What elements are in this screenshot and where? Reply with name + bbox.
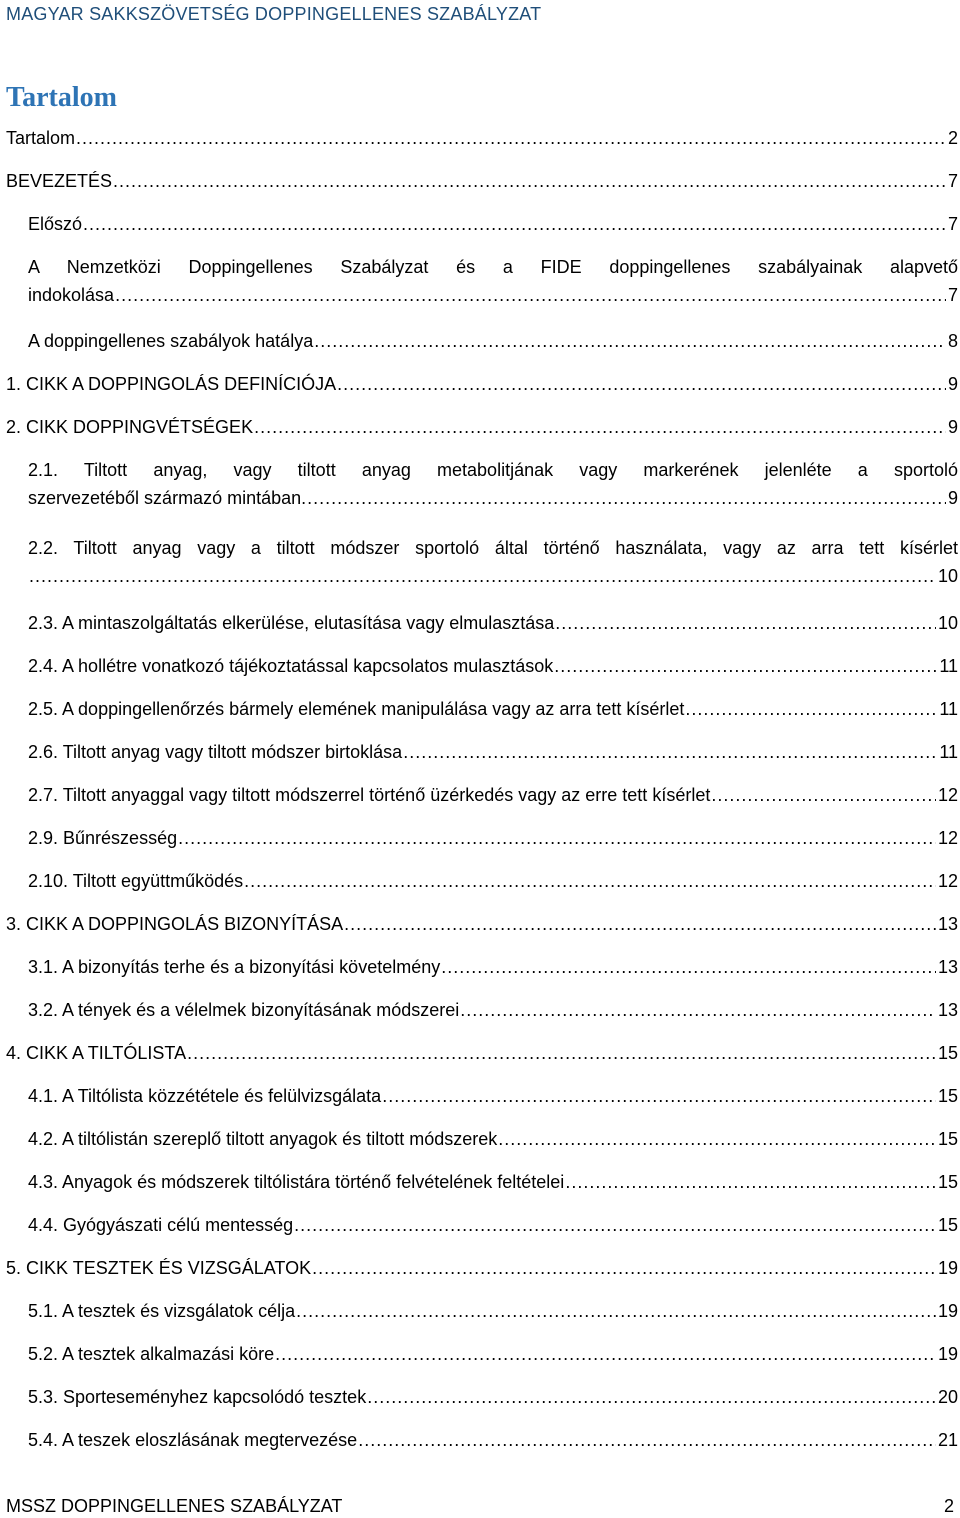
toc-entry-text: 5.4. A teszek eloszlásának megtervezése [28,1430,358,1450]
toc-entry-text-line1: 2.1. Tiltott anyag, vagy tiltott anyag metabolitjának vagy markerének jelenléte a sportoló [28,460,958,480]
toc-entry-text: 4.2. A tiltólistán szereplő tiltott anyagok és tiltott módszerek [28,1129,498,1149]
toc-entry[interactable] [28,695,958,723]
toc-entry-page: 19 [937,1301,958,1321]
toc-entry[interactable] [6,1254,958,1282]
toc-entry[interactable] [28,996,958,1024]
toc-entry-text: 2.10. Tiltott együttműködés [28,871,244,891]
toc-entry-page: 11 [939,742,958,762]
toc-entry[interactable] [28,1211,958,1239]
toc-entry[interactable] [28,1168,958,1196]
toc-entry-page: 10 [937,566,958,586]
toc-entry-text: Tartalom [6,128,76,148]
toc-heading: Tartalom [6,82,117,113]
toc-entry-page: 19 [937,1344,958,1364]
toc-entry[interactable] [28,781,958,809]
toc-entry-page: 12 [937,871,958,891]
toc-entry-page: 2 [947,128,958,148]
toc-entry[interactable] [28,652,958,680]
toc-entry-text: 4.4. Gyógyászati célú mentesség [28,1215,294,1235]
toc-entry[interactable] [28,253,958,309]
toc-entry-page: 12 [937,785,958,805]
toc-entry-page: 7 [947,171,958,191]
toc-entry-text: 2. CIKK DOPPINGVÉTSÉGEK [6,417,254,437]
toc-entry-text: 4. CIKK A TILTÓLISTA [6,1043,187,1063]
toc-entry-text: 3.2. A tények és a vélelmek bizonyításának módszerei [28,1000,460,1020]
toc-entry-text: szervezetéből származó mintában. [28,488,307,508]
toc-entry-text: 5.2. A tesztek alkalmazási köre [28,1344,275,1364]
toc-entry-text: 4.3. Anyagok és módszerek tiltólistára történő felvételének feltételei [28,1172,565,1192]
toc-entry-page: 9 [947,488,958,508]
toc-entry-page: 13 [937,1000,958,1020]
toc-entry[interactable] [28,738,958,766]
toc-entry[interactable] [6,124,958,152]
toc-entry-page: 9 [947,417,958,437]
toc-entry[interactable] [28,1125,958,1153]
toc-entry[interactable] [6,370,958,398]
toc-entry[interactable] [28,210,958,238]
toc-entry[interactable] [28,534,958,590]
toc-entry-page: 7 [947,214,958,234]
toc-entry[interactable] [28,953,958,981]
toc-entry-text: 2.3. A mintaszolgáltatás elkerülése, elutasítása vagy elmulasztása [28,613,555,633]
toc-entry-text: BEVEZETÉS [6,171,113,191]
toc-entry-page: 15 [937,1215,958,1235]
toc-entry-text: 3.1. A bizonyítás terhe és a bizonyítási követelmény [28,957,441,977]
toc-entry[interactable] [28,456,958,512]
toc-entry-text: 5.3. Sporteseményhez kapcsolódó tesztek [28,1387,367,1407]
toc-entry-page: 19 [937,1258,958,1278]
toc-entry-text: 4.1. A Tiltólista közzététele és felülvizsgálata [28,1086,382,1106]
toc-entry-text: 3. CIKK A DOPPINGOLÁS BIZONYÍTÁSA [6,914,344,934]
toc-entry[interactable] [28,1426,958,1454]
toc-entry[interactable] [28,327,958,355]
toc-entry-page: 10 [937,613,958,633]
toc-entry-page: 15 [937,1172,958,1192]
toc-entry[interactable] [6,413,958,441]
toc-entry[interactable] [28,1297,958,1325]
toc-entry-text-line1: 2.2. Tiltott anyag vagy a tiltott módszer sportoló által történő használata, vagy az arra tett kísérlet [28,538,958,558]
document-footer [6,1496,954,1517]
toc-entry-text: A doppingellenes szabályok hatálya [28,331,314,351]
toc-entry[interactable] [28,609,958,637]
toc-entry[interactable] [6,167,958,195]
toc-entry[interactable] [28,867,958,895]
toc-entry-text: 2.5. A doppingellenőrzés bármely elemének manipulálása vagy az arra tett kísérlet [28,699,685,719]
toc-entry-text-line1: A Nemzetközi Doppingellenes Szabályzat és a FIDE doppingellenes szabályainak alapvető [28,257,958,277]
toc-entry-page: 11 [939,656,958,676]
toc-entry-text: 2.4. A hollétre vonatkozó tájékoztatással kapcsolatos mulasztások [28,656,554,676]
toc-entry-text: indokolása [28,285,115,305]
toc-entry[interactable] [28,1340,958,1368]
toc-entry[interactable] [28,1383,958,1411]
toc-entry-text: 2.7. Tiltott anyaggal vagy tiltott módszerrel történő üzérkedés vagy az erre tett kísérlet [28,785,711,805]
toc-entry-page: 7 [947,285,958,305]
toc-entry-page: 21 [937,1430,958,1450]
toc-entry-text: 2.6. Tiltott anyag vagy tiltott módszer birtoklása [28,742,403,762]
toc-entry[interactable] [28,824,958,852]
toc-entry-text: 1. CIKK A DOPPINGOLÁS DEFINÍCIÓJA [6,374,337,394]
toc-entry-text: Előszó [28,214,83,234]
toc-entry-page: 15 [937,1086,958,1106]
toc-entry-page: 12 [937,828,958,848]
toc-entry[interactable] [6,910,958,938]
toc-entry-page: 9 [947,374,958,394]
toc-entry-page: 13 [937,957,958,977]
toc-entry-page: 20 [937,1387,958,1407]
toc-entry-text: 2.9. Bűnrészesség [28,828,178,848]
footer-title: MSSZ DOPPINGELLENES SZABÁLYZAT [6,1496,343,1516]
toc-entry-page: 8 [947,331,958,351]
toc-entry-page: 15 [937,1043,958,1063]
toc-entry-page: 15 [937,1129,958,1149]
footer-page-number: 2 [943,1496,954,1516]
toc-entry[interactable] [28,1082,958,1110]
toc-entry-text: 5.1. A tesztek és vizsgálatok célja [28,1301,296,1321]
toc-entry-text: 5. CIKK TESZTEK ÉS VIZSGÁLATOK [6,1258,312,1278]
toc-entry-page: 11 [939,699,958,719]
toc-entry[interactable] [6,1039,958,1067]
toc-entry-page: 13 [937,914,958,934]
document-header: MAGYAR SAKKSZÖVETSÉG DOPPINGELLENES SZABÁLYZAT [6,4,542,24]
